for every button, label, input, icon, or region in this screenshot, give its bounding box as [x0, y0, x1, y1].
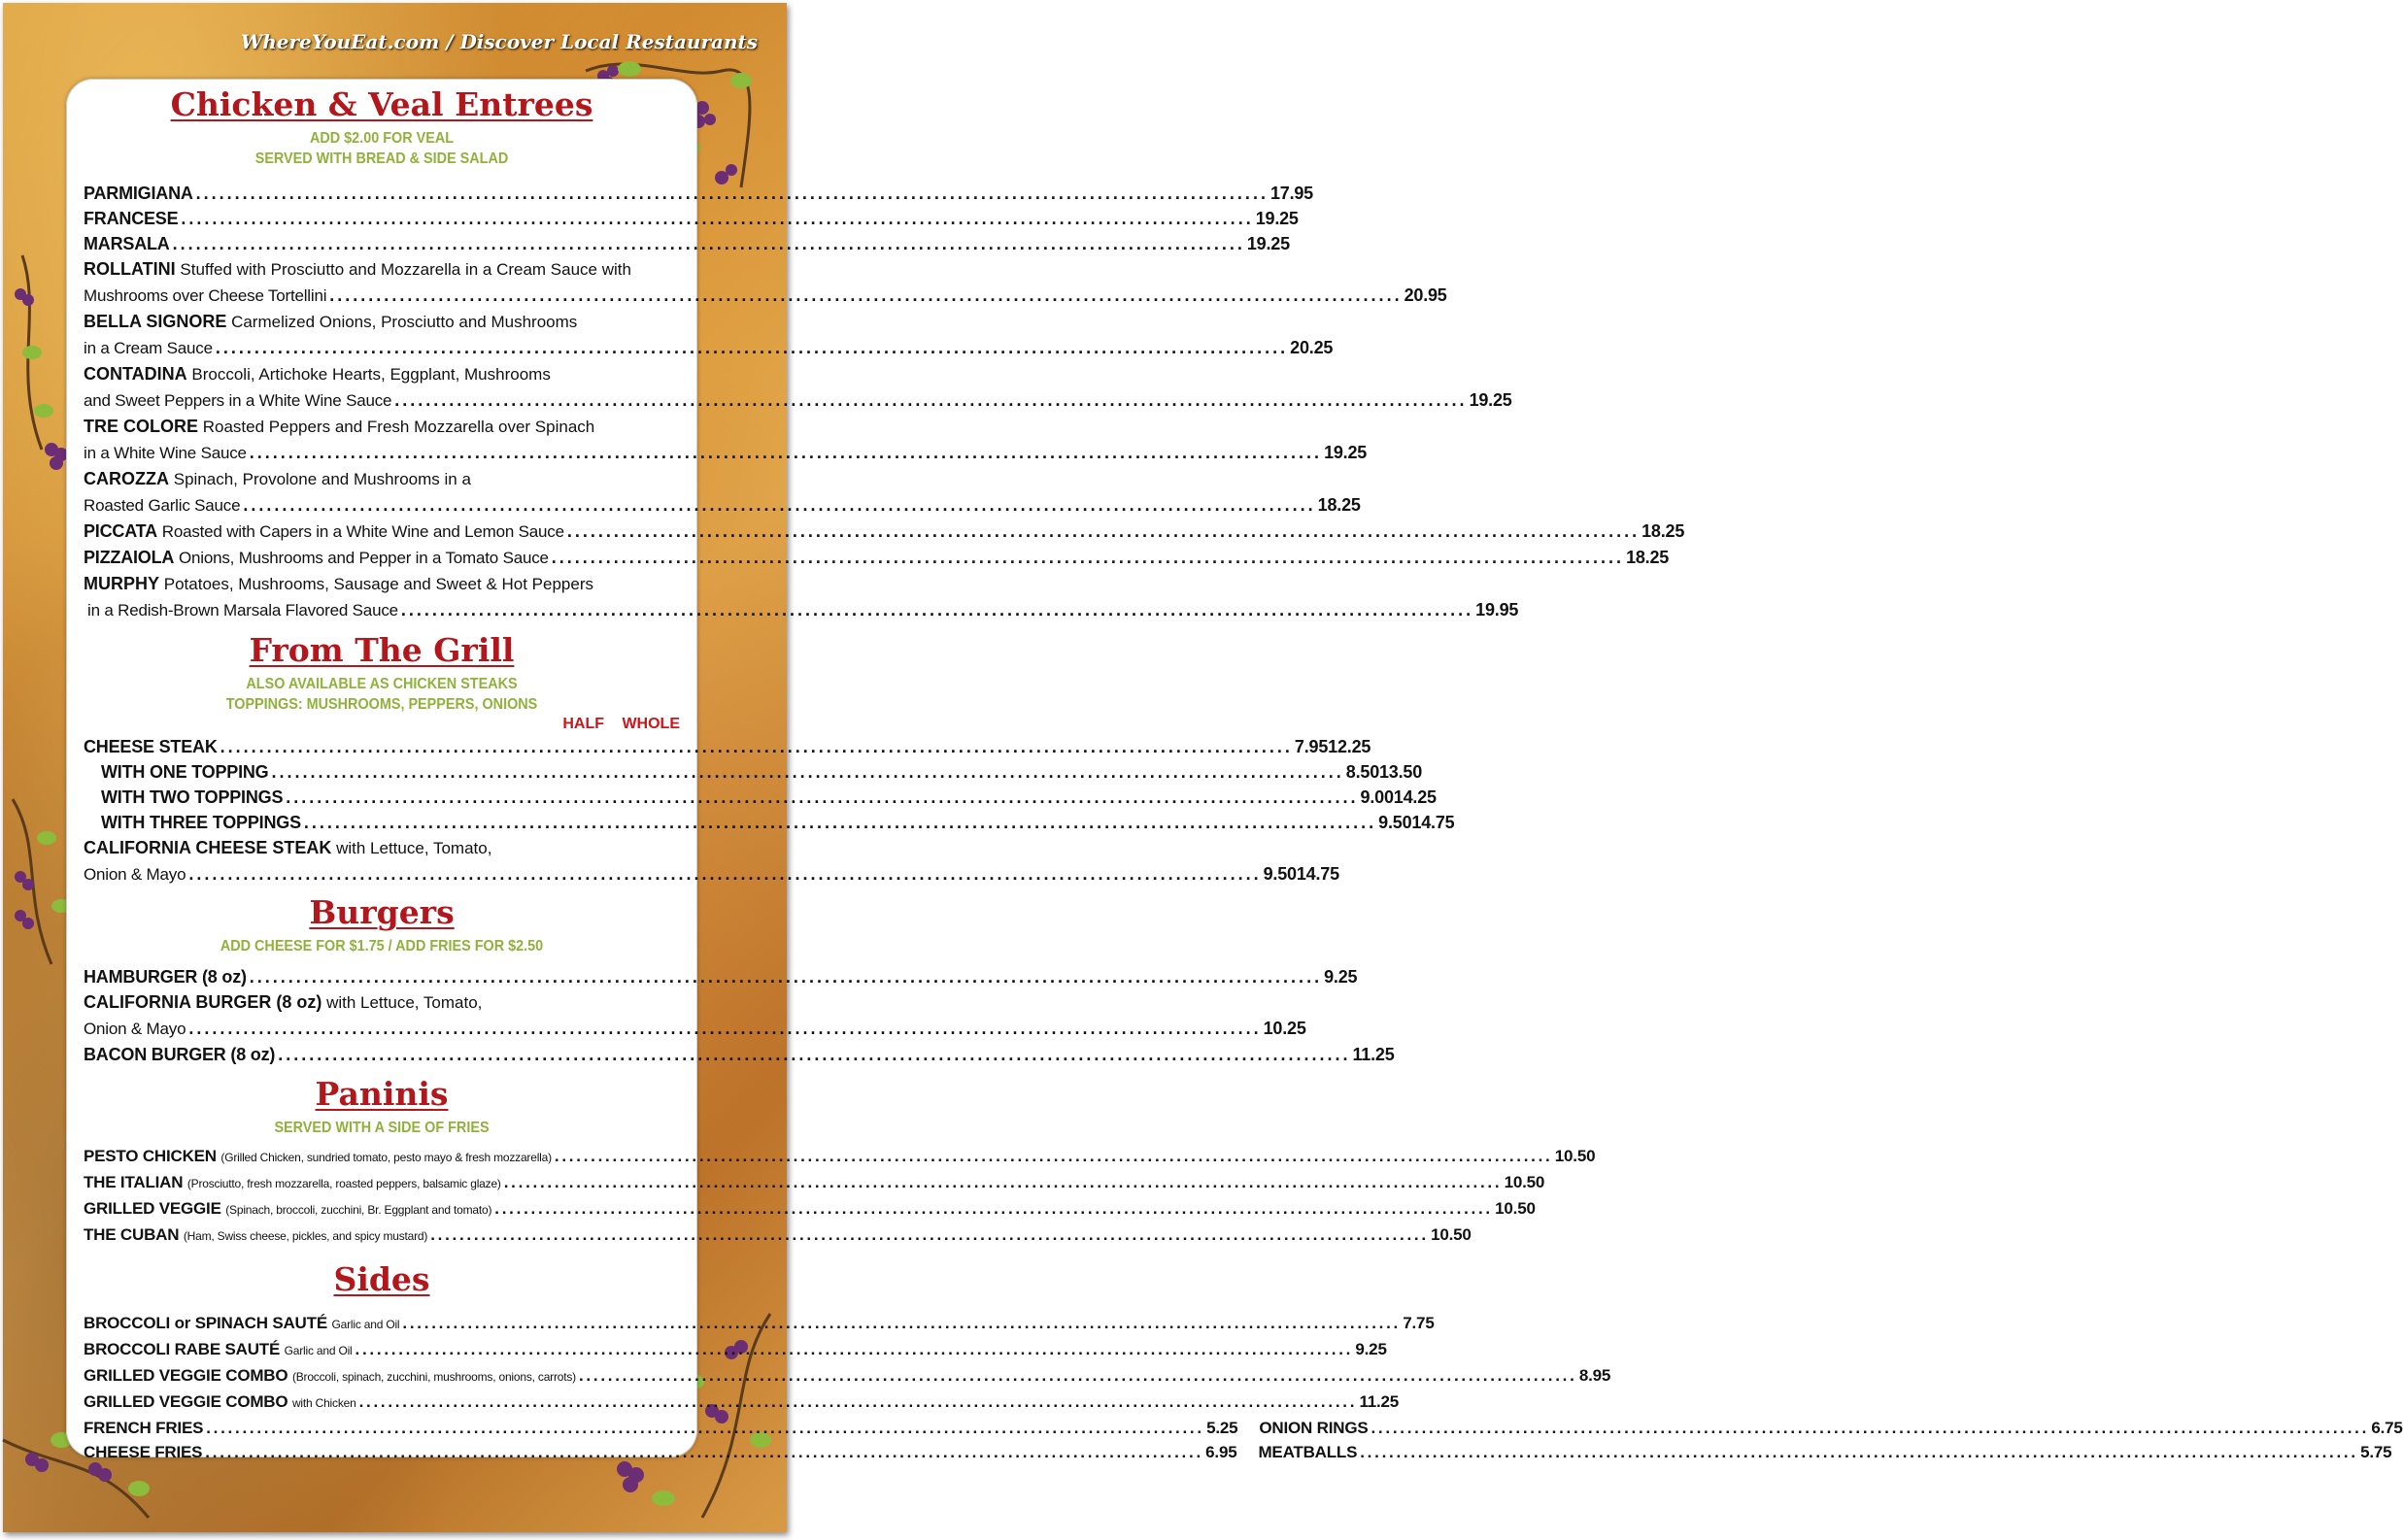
- item-description: with Chicken: [291, 1396, 356, 1410]
- grill-note: TOPPINGS: MUSHROOMS, PEPPERS, ONIONS: [225, 696, 538, 713]
- item-name: WITH TWO TOPPINGS: [101, 787, 284, 807]
- item-price-half: 9.00: [1360, 787, 1394, 807]
- menu-item: [84, 734, 1371, 759]
- item-name: BACON BURGER (8 oz): [84, 1045, 276, 1064]
- item-name: GRILLED VEGGIE COMBO: [84, 1392, 288, 1411]
- item-price: 11.25: [1352, 1045, 1395, 1064]
- menu-item: [84, 1440, 1236, 1464]
- menu-item: [84, 256, 680, 283]
- chicken-note: ADD $2.00 FOR VEAL: [309, 130, 455, 147]
- section-title-sides: Sides: [333, 1260, 430, 1298]
- item-price: 18.25: [1626, 548, 1670, 567]
- item-price: 18.25: [1641, 521, 1685, 541]
- item-price: 19.25: [1255, 209, 1299, 228]
- menu-item-cont: [84, 1016, 1306, 1042]
- menu-item: [84, 1337, 1387, 1363]
- item-price: 10.50: [1431, 1225, 1472, 1244]
- item-name: CONTADINA: [84, 364, 187, 384]
- menu-item: [84, 1222, 1472, 1249]
- paninis-list: [84, 1144, 1596, 1249]
- item-name: HAMBURGER (8 oz): [84, 967, 247, 987]
- menu-item: [84, 989, 680, 1016]
- item-price: 11.25: [1359, 1392, 1400, 1411]
- item-name: FRANCESE: [84, 209, 179, 228]
- item-name: FRENCH FRIES: [84, 1419, 204, 1437]
- grill-column-headers: [84, 715, 680, 734]
- menu-item: [84, 181, 1313, 206]
- watermark: WhereYouEat.com / Discover Local Restaurants: [240, 30, 758, 53]
- item-description: (Ham, Swiss cheese, pickles, and spicy mustard): [183, 1229, 428, 1243]
- item-name: PARMIGIANA: [84, 184, 193, 203]
- item-price: 10.50: [1554, 1147, 1596, 1165]
- item-description: in a Redish-Brown Marsala Flavored Sauce: [87, 601, 398, 619]
- menu-item: [84, 1144, 1596, 1170]
- item-price-whole: 14.75: [1296, 864, 1339, 884]
- col-whole: WHOLE: [622, 716, 680, 732]
- menu-item: [84, 835, 680, 861]
- item-description: (Spinach, broccoli, zucchini, Br. Eggplant and tomato): [225, 1203, 492, 1217]
- item-name: CALIFORNIA BURGER (8 oz): [84, 992, 322, 1012]
- menu-item-cont: [84, 283, 1447, 309]
- menu-item-cont: [84, 387, 1512, 414]
- chicken-note: SERVED WITH BREAD & SIDE SALAD: [254, 151, 509, 167]
- chicken-notes: [84, 128, 680, 169]
- menu-item: [84, 1416, 1237, 1440]
- burgers-note: ADD CHEESE FOR $1.75 / ADD FRIES FOR $2.50: [220, 938, 544, 954]
- item-name: TRE COLORE: [84, 417, 199, 436]
- item-name: CAROZZA: [84, 469, 169, 488]
- item-price: 6.95: [1205, 1443, 1237, 1461]
- grill-notes: [84, 674, 680, 715]
- item-price: 10.25: [1263, 1019, 1306, 1038]
- menu-item: [84, 1311, 1435, 1337]
- item-description: Garlic and Oil: [331, 1318, 400, 1331]
- item-price: 9.25: [1324, 967, 1358, 987]
- item-description: with Lettuce, Tomato,: [326, 993, 483, 1012]
- item-description: with Lettuce, Tomato,: [336, 839, 492, 857]
- item-price-whole: 14.75: [1411, 813, 1455, 832]
- item-name: PICCATA: [84, 521, 157, 541]
- menu-item: [84, 309, 680, 335]
- menu-item: [84, 1389, 1400, 1416]
- item-name: MURPHY: [84, 574, 160, 593]
- item-price: 6.75: [2371, 1419, 2403, 1437]
- item-description: Carmelized Onions, Prosciutto and Mushrooms: [231, 313, 578, 331]
- item-price-whole: 14.25: [1393, 787, 1437, 807]
- item-description: and Sweet Peppers in a White Wine Sauce: [84, 391, 392, 410]
- menu-item-cont: [84, 440, 1368, 466]
- item-price: 19.95: [1475, 600, 1519, 619]
- menu-item: [84, 545, 1670, 571]
- item-description: Potatoes, Mushrooms, Sausage and Sweet & Hot Peppers: [163, 575, 593, 593]
- item-price-half: 9.50: [1378, 813, 1412, 832]
- item-description: Garlic and Oil: [284, 1344, 353, 1357]
- item-description: Onion & Mayo: [84, 865, 186, 884]
- menu-item: [84, 571, 680, 597]
- sides-pair-row: [84, 1416, 2403, 1440]
- menu-item-cont: [84, 492, 1361, 519]
- grill-list: [84, 734, 1455, 887]
- item-price: 10.50: [1504, 1173, 1545, 1191]
- item-price: 17.95: [1269, 184, 1313, 203]
- item-description: (Broccoli, spinach, zucchini, mushrooms, onions, carrots): [291, 1370, 576, 1384]
- item-description: Roasted with Capers in a White Wine and Lemon Sauce: [161, 522, 564, 541]
- item-name: PESTO CHICKEN: [84, 1147, 217, 1165]
- item-description: in a Cream Sauce: [84, 339, 213, 357]
- sides-list: [84, 1311, 2403, 1464]
- item-name: BROCCOLI RABE SAUTÉ: [84, 1340, 281, 1358]
- item-name: ROLLATINI: [84, 259, 176, 279]
- menu-item: [1259, 1416, 2402, 1440]
- menu-item: [84, 810, 1455, 835]
- item-name: GRILLED VEGGIE: [84, 1199, 221, 1218]
- menu-item: [84, 466, 680, 492]
- burgers-notes: [84, 936, 680, 956]
- grill-note: ALSO AVAILABLE AS CHICKEN STEAKS: [246, 676, 518, 692]
- section-title-chicken: Chicken & Veal Entrees: [170, 85, 593, 123]
- item-description: Stuffed with Prosciutto and Mozzarella in a Cream Sauce with: [180, 260, 631, 279]
- menu-item: [84, 206, 1299, 231]
- item-price: 7.75: [1403, 1314, 1435, 1332]
- item-name: CALIFORNIA CHEESE STEAK: [84, 838, 332, 857]
- item-price-half: 9.50: [1263, 864, 1297, 884]
- item-price: 5.25: [1206, 1419, 1238, 1437]
- item-price: 18.25: [1317, 495, 1361, 515]
- item-price: 19.25: [1469, 390, 1512, 410]
- item-name: BROCCOLI or SPINACH SAUTÉ: [84, 1314, 327, 1332]
- menu-item: [84, 361, 680, 387]
- item-description: (Grilled Chicken, sundried tomato, pesto mayo & fresh mozzarella): [220, 1151, 552, 1164]
- item-description: in a White Wine Sauce: [84, 444, 247, 462]
- item-name: THE CUBAN: [84, 1225, 180, 1244]
- item-name: CHEESE STEAK: [84, 737, 218, 756]
- item-price-half: 8.50: [1345, 762, 1379, 782]
- col-half: HALF: [562, 716, 604, 732]
- sides-pair-row: [84, 1440, 2392, 1464]
- menu-content: [84, 85, 2403, 1464]
- item-price-half: 7.95: [1294, 737, 1329, 756]
- menu-page: [3, 3, 2403, 1532]
- menu-item-cont: [84, 861, 1339, 887]
- menu-item: [84, 785, 1437, 810]
- item-description: Mushrooms over Cheese Tortellini: [84, 286, 327, 305]
- menu-item: [84, 1363, 1611, 1389]
- item-description: Onion & Mayo: [84, 1020, 186, 1038]
- menu-item: [84, 231, 1290, 256]
- item-price: 5.75: [2360, 1443, 2392, 1461]
- menu-item: [84, 414, 680, 440]
- menu-item: [84, 1170, 1545, 1196]
- item-price: 19.25: [1246, 234, 1290, 253]
- menu-item-cont: [84, 597, 1519, 623]
- item-name: THE ITALIAN: [84, 1173, 184, 1191]
- item-price: 20.95: [1404, 285, 1447, 305]
- item-name: GRILLED VEGGIE COMBO: [84, 1366, 288, 1385]
- item-name: ONION RINGS: [1259, 1419, 1369, 1437]
- item-name: CHEESE FRIES: [84, 1443, 203, 1461]
- item-price: 8.95: [1578, 1366, 1611, 1385]
- item-description: Spinach, Provolone and Mushrooms in a: [173, 470, 471, 488]
- item-price-whole: 13.50: [1379, 762, 1423, 782]
- item-description: Onions, Mushrooms and Pepper in a Tomato Sauce: [179, 549, 549, 567]
- item-price: 10.50: [1495, 1199, 1536, 1218]
- item-description: Roasted Peppers and Fresh Mozzarella over Spinach: [202, 418, 595, 436]
- item-name: MEATBALLS: [1258, 1443, 1358, 1461]
- item-name: MARSALA: [84, 234, 170, 253]
- burgers-list: [84, 964, 1395, 1067]
- item-price-whole: 12.25: [1328, 737, 1371, 756]
- item-description: Broccoli, Artichoke Hearts, Eggplant, Mushrooms: [191, 365, 551, 384]
- section-title-grill: From The Grill: [249, 631, 515, 669]
- menu-item: [84, 1196, 1536, 1222]
- menu-item: [84, 519, 1685, 545]
- item-price: 19.25: [1324, 443, 1368, 462]
- chicken-list: [84, 181, 1685, 623]
- item-description: (Prosciutto, fresh mozzarella, roasted peppers, balsamic glaze): [186, 1177, 501, 1190]
- paninis-note: SERVED WITH A SIDE OF FRIES: [274, 1120, 490, 1136]
- menu-item: [84, 964, 1358, 989]
- item-price: 20.25: [1290, 338, 1334, 357]
- item-name: BELLA SIGNORE: [84, 312, 227, 331]
- item-name: WITH ONE TOPPING: [101, 762, 269, 782]
- paninis-notes: [84, 1118, 680, 1138]
- item-description: Roasted Garlic Sauce: [84, 496, 241, 515]
- menu-item-cont: [84, 335, 1334, 361]
- item-price: 9.25: [1355, 1340, 1387, 1358]
- section-title-paninis: Paninis: [315, 1075, 449, 1113]
- item-name: PIZZAIOLA: [84, 548, 175, 567]
- item-name: WITH THREE TOPPINGS: [101, 813, 301, 832]
- menu-item: [1258, 1440, 2391, 1464]
- section-title-burgers: Burgers: [309, 893, 455, 931]
- menu-item: [84, 1042, 1395, 1067]
- menu-item: [84, 759, 1423, 785]
